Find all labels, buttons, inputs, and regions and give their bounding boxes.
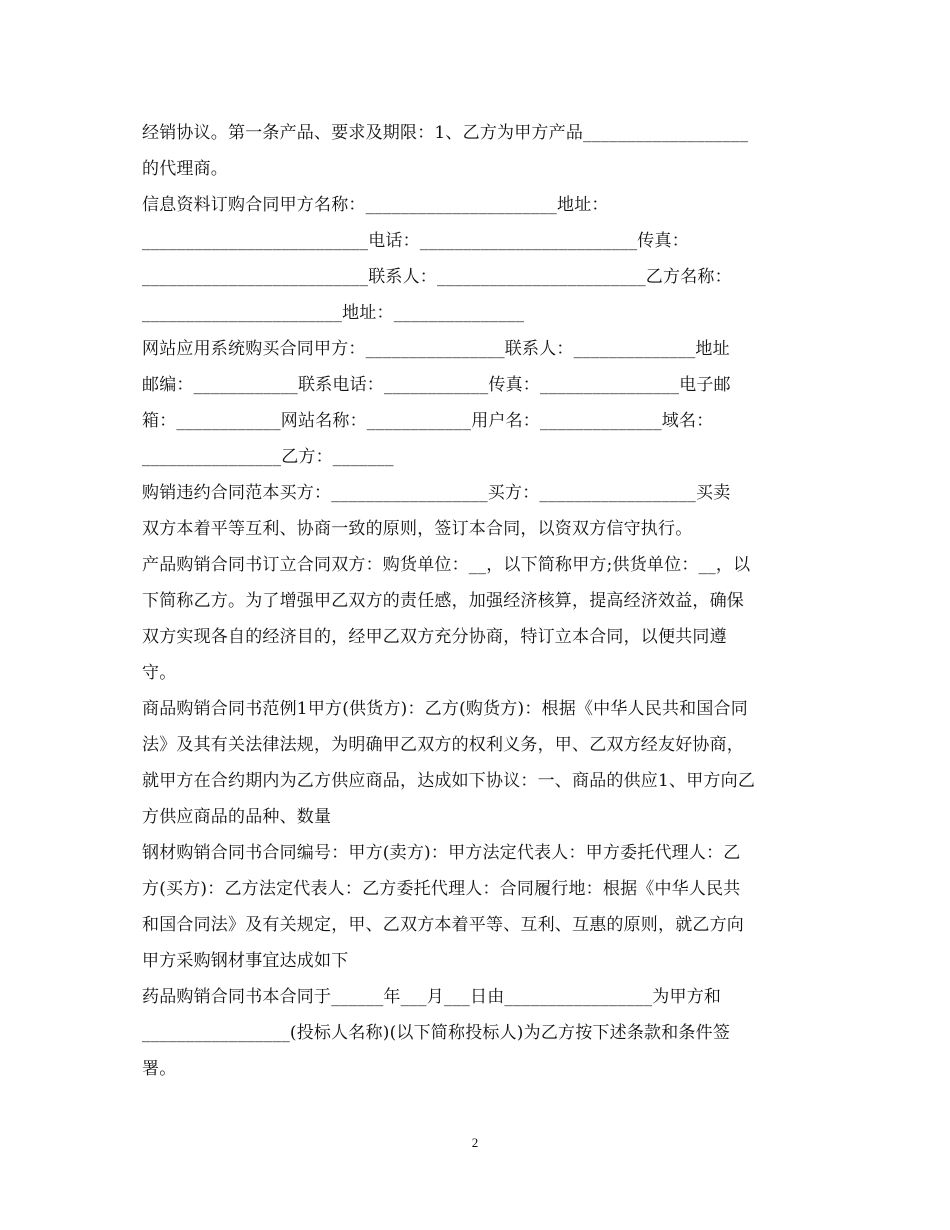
text-line: ________________乙方：_______ (142, 447, 394, 467)
text-line: 署。 (142, 1059, 177, 1079)
text-line: _______________________地址：_______________ (142, 303, 525, 323)
text-line: 方供应商品的品种、数量 (142, 807, 332, 827)
text-line: 就甲方在合约期内为乙方供应商品，达成如下协议：一、商品的供应1、甲方向乙 (142, 771, 756, 791)
text-line: __________________________联系人：________________________乙方名称： (142, 267, 732, 287)
text-line: 甲方采购钢材事宜达成如下 (142, 951, 349, 971)
text-line: 的代理商。 (142, 159, 228, 179)
text-line: 双方本着平等互利、协商一致的原则，签订本合同，以资双方信守执行。 (142, 519, 693, 539)
text-line: 下简称乙方。为了增强甲乙双方的责任感，加强经济核算，提高经济效益，确保 (142, 591, 744, 611)
text-line: 法》及其有关法律法规，为明确甲乙双方的权利义务，甲、乙双方经友好协商， (142, 735, 744, 755)
document-body (142, 115, 822, 1087)
text-line: 方(买方)：乙方法定代表人：乙方委托代理人：合同履行地：根据《中华人民共 (142, 879, 741, 899)
text-line: __________________________电话：_________________________传真： (142, 231, 689, 251)
text-line: 药品购销合同书本合同于______年___月___日由_________________为甲方和 (142, 987, 722, 1007)
text-line: 邮编：____________联系电话：____________传真：________________电子邮 (142, 375, 731, 395)
text-line: 信息资料订购合同甲方名称：______________________地址： (142, 195, 609, 215)
text-line: _________________(投标人名称)(以下简称投标人)为乙方按下述条款和条件签 (142, 1023, 731, 1043)
text-line: 钢材购销合同书合同编号：甲方(卖方)：甲方法定代表人：甲方委托代理人：乙 (142, 843, 741, 863)
text-line: 购销违约合同范本买方：__________________买方：__________________买卖 (142, 483, 731, 503)
text-line: 经销协议。第一条产品、要求及期限：1、乙方为甲方产品___________________ (142, 123, 749, 143)
text-line: 和国合同法》及有关规定，甲、乙双方本着平等、互利、互惠的原则，就乙方向 (142, 915, 744, 935)
page-number: 2 (471, 1135, 479, 1150)
text-line: 箱：____________网站名称：____________用户名：______________域名： (142, 411, 714, 431)
text-line: 双方实现各自的经济目的，经甲乙双方充分协商，特订立本合同，以便共同遵 (142, 627, 727, 647)
text-line: 商品购销合同书范例1甲方(供货方)：乙方(购货方)：根据《中华人民共和国合同 (142, 699, 748, 719)
text-line: 守。 (142, 663, 177, 683)
text-line: 产品购销合同书订立合同双方：购货单位：__，以下简称甲方;供货单位：__，以 (142, 555, 751, 575)
text-line: 网站应用系统购买合同甲方：________________联系人：______________地址 (142, 339, 730, 359)
